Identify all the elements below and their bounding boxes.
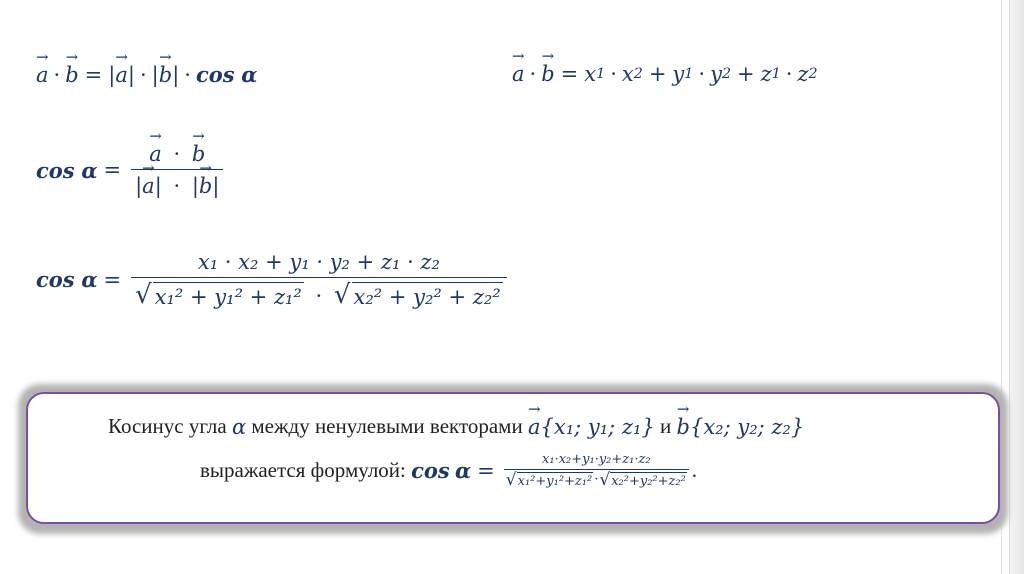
radical-icon: √ (135, 280, 152, 310)
fraction-denominator: |→ a| · |→ b| (131, 169, 223, 198)
coords-a: {x₁; y₁; z₁} (540, 414, 655, 439)
alpha-symbol: α (231, 414, 247, 439)
formula-dot-product-modulus: → a · → b = | → a | · | → b | · cos α (36, 62, 257, 87)
vector-b: → b (677, 415, 690, 439)
fraction-denominator: √ x₁² + y₁² + z₁² · √ x₂² + y₂² + z₂² (131, 277, 507, 309)
definition-line-2: выражается формулой: cos α = x₁·x₂+y₁·y₂+z₁·z₂ √ x₁²+y₁²+z₁² · √ x₂²+y₂²+z₂² . (200, 452, 698, 490)
cos-label: cos (411, 458, 450, 483)
radical-icon: √ (599, 470, 611, 490)
formula-cos-vector: cos α = → $\frac{a \cdot \to b}{|\to a| \cdot |\to b|}$ (36, 142, 227, 198)
vector-a-abs: → a (115, 63, 128, 87)
definition-fraction (504, 452, 689, 489)
sqrt-second: √ x₂² + y₂² + z₂² (333, 280, 501, 310)
cos-fraction (131, 142, 223, 198)
slide-edge-strip (1009, 0, 1024, 574)
alpha-symbol: α (455, 458, 472, 483)
formula-dot-product-coordinates: → a · → b = x 1 · x 2 + y 1 · y 2 + z 1 · z 2 (512, 62, 818, 86)
fraction-numerator: x₁·x₂+y₁·y₂+z₁·z₂ (542, 452, 651, 467)
vector-a: → a (36, 63, 49, 87)
definition-line-1: Косинус угла α между ненулевыми векторами → a {x₁; y₁; z₁} и → b {x₂; y₂; z₂} (108, 414, 804, 439)
fraction-numerator: → a · → b (145, 142, 209, 169)
fraction-denominator: √ x₁²+y₁²+z₁² · √ x₂²+y₂²+z₂² (504, 469, 689, 489)
fraction-numerator: x₁ · x₂ + y₁ · y₂ + z₁ · z₂ (197, 250, 440, 274)
cos-label: cos (195, 62, 235, 87)
alpha-symbol: α (81, 157, 98, 183)
vector-b: → b (541, 62, 554, 86)
alpha-symbol: α (81, 267, 98, 292)
vector-b-abs: → b (159, 63, 172, 87)
cos-label: cos (36, 267, 75, 292)
cos-fraction (131, 250, 507, 309)
vector-b: → b (65, 63, 78, 87)
formula-cos-coordinates: cos α = x₁ · x₂ + y₁ · y₂ + z₁ · z₂ √ x₁² + y₁² + z₁² · √ x₂² + y₂² + z₂² (36, 250, 511, 309)
vector-a: → a (512, 62, 525, 86)
radical-icon: √ (505, 470, 517, 490)
radical-icon: √ (333, 280, 351, 310)
vector-a: → a (528, 415, 541, 439)
cos-label: cos (36, 157, 75, 183)
sqrt-first: √ x₁² + y₁² + z₁² (135, 280, 302, 310)
coords-b: {x₂; y₂; z₂} (689, 414, 805, 439)
alpha-symbol: α (241, 62, 258, 87)
